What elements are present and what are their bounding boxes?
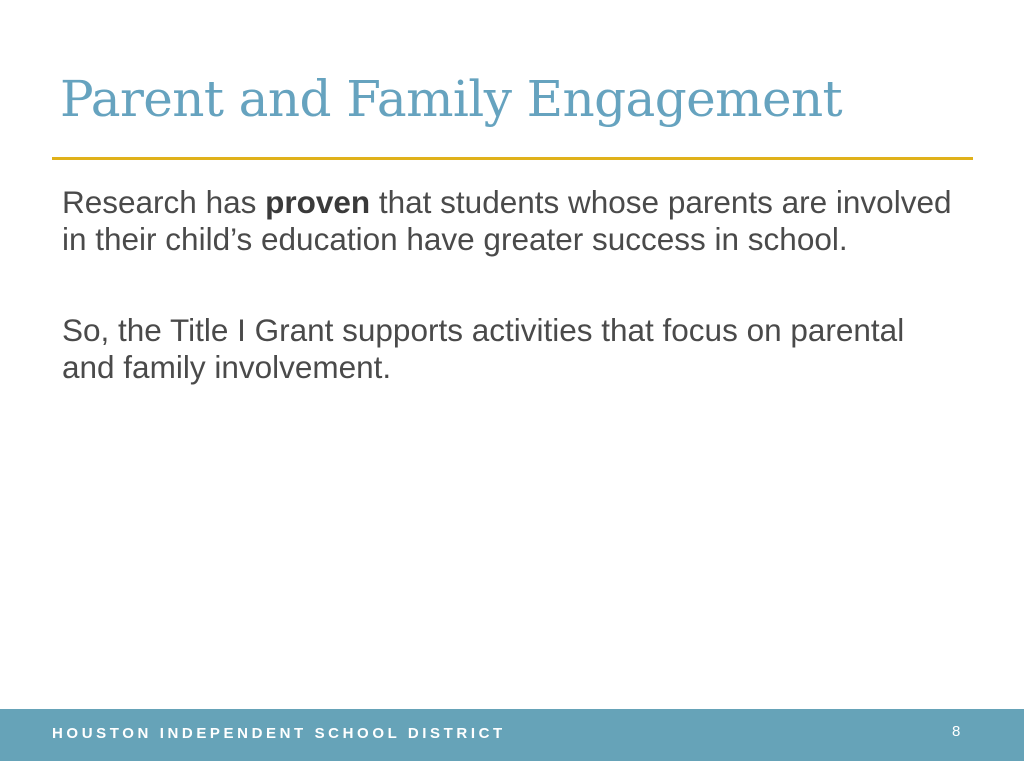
slide-body <box>62 184 962 440</box>
footer-band <box>0 709 1024 761</box>
page-number: 8 <box>952 723 961 740</box>
paragraph-research <box>62 184 962 257</box>
footer-organization: HOUSTON INDEPENDENT SCHOOL DISTRICT <box>52 725 506 742</box>
paragraph-text: Research has <box>62 184 266 220</box>
paragraph-text: that students whose parents are involved in their child’s education have greater success in school. <box>62 184 952 257</box>
slide-title: Parent and Family Engagement <box>60 70 843 128</box>
emphasis-text: proven <box>265 184 371 220</box>
paragraph-title-i: So, the Title I Grant supports activities that focus on parental and family involvement. <box>62 312 905 385</box>
title-divider <box>52 157 973 160</box>
